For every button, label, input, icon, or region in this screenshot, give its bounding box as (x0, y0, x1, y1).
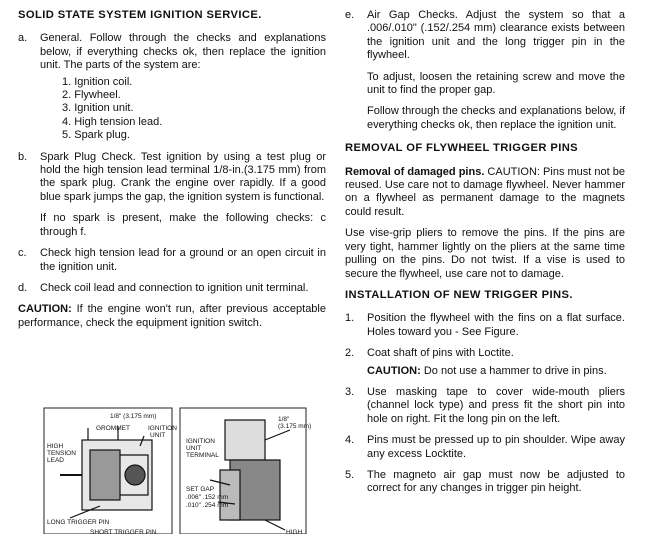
figure-label: IGNITION (148, 425, 177, 432)
removal-bold: Removal of damaged pins. (345, 165, 485, 178)
figure-label: UNIT (186, 445, 202, 452)
removal-paragraph (345, 166, 625, 220)
item-a (18, 32, 326, 142)
step-5 (345, 469, 625, 496)
step-2 (345, 347, 625, 360)
item-text: Check coil lead and connection to ignition unit terminal. (40, 281, 309, 294)
step-label: 5. (345, 468, 355, 481)
figure-label: 1/8" (278, 416, 290, 423)
step-text: Pins must be pressed up to pin shoulder. Wipe away any excess Locktite. (367, 434, 625, 460)
figure-label: SHORT TRIGGER PIN (90, 529, 157, 534)
item-label: d. (18, 281, 28, 294)
caution-paragraph (18, 303, 326, 330)
step-text: Use masking tape to cover wide-mouth pliers (channel lock type) and press fit the short pin into hole on right. Fit the long pin on the left. (367, 385, 625, 425)
figure-label: HIGH (47, 443, 64, 450)
item-label: b. (18, 150, 28, 163)
figure-label: .006" .152 mm (186, 494, 229, 501)
item-label: a. (18, 32, 28, 45)
step-label: 1. (345, 312, 355, 325)
figure-label: IGNITION (186, 438, 215, 445)
item-c (18, 247, 326, 274)
item-d (18, 282, 326, 295)
item-label: e. (345, 9, 355, 21)
list-item: 5. Spark plug. (62, 129, 130, 142)
item-text: Air Gap Checks. Adjust the system so that a .006/.010" (.152/.254 mm) clearance exists between the ignition unit and the long trigger pin in the flywheel. (367, 9, 625, 62)
caution-text: If the engine won't run, after previous acceptable performance, check the equipment ignition switch. (18, 303, 326, 329)
figure-label: HIGH (286, 529, 303, 534)
left-column (18, 9, 326, 338)
step-4 (345, 434, 625, 461)
figure-label: 1/8" (3.175 mm) (110, 413, 157, 420)
item-e (345, 9, 625, 63)
figure-label: TERMINAL (186, 452, 219, 459)
item-text: Check high tension lead for a ground or an open circuit in the ignition unit. (40, 247, 326, 273)
vise-paragraph: Use vise-grip pliers to remove the pins. If the pins are very tight, hammer lightly on the pliers at the same time pulling on the pins. Do not twist. If a vise is used to secure the flywheel, use care not to damage. (345, 227, 625, 280)
figure-label: LONG TRIGGER PIN (47, 519, 110, 526)
step-1 (345, 312, 625, 339)
step-label: 3. (345, 385, 355, 398)
figure-label: UNIT (150, 432, 166, 439)
caution-label: CAUTION: (367, 364, 421, 377)
list-item: 2. Flywheel. (62, 89, 121, 102)
no-spark-note: If no spark is present, make the following checks: c through f. (40, 212, 326, 238)
caution-text: Do not use a hammer to drive in pins. (420, 364, 607, 377)
left-engine-sketch (60, 426, 152, 518)
section-title: SOLID STATE SYSTEM IGNITION SERVICE. (18, 9, 262, 21)
item-text: General. Follow through the checks and explanations below, if everything checks ok, then replace the ignition unit. The parts of the system are: (40, 32, 326, 72)
step2-caution (367, 365, 625, 378)
removal-title: REMOVAL OF FLYWHEEL TRIGGER PINS (345, 142, 579, 155)
removal-text: CAUTION: Pins must not be reused. Use care not to damage flywheel. Never hammer on a flywheel as permanent damage to the magnets could result. (345, 165, 625, 218)
figure-label: GROMMET (96, 425, 130, 432)
step-text: Coat shaft of pins with Loctite. (367, 347, 514, 360)
install-title: INSTALLATION OF NEW TRIGGER PINS. (345, 288, 573, 301)
figure-label: LEAD (47, 457, 64, 464)
right-column (345, 9, 625, 504)
caution-label: CAUTION: (18, 303, 72, 316)
parts-list (62, 76, 326, 143)
item-text: Spark Plug Check. Test ignition by using a test plug or hold the high tension lead terminal 1/8-in.(3.175 mm) from the spark plug. Crank the engine over rapidly. If a good blue spark jumps the gap, the ignition system is functional. (40, 150, 326, 203)
follow-note: Follow through the checks and explanations below, if everything checks ok, then replace the ignition unit. (367, 105, 625, 131)
step-3 (345, 386, 625, 426)
figure-label: (3.175 mm) (278, 423, 312, 430)
figure-label: SET GAP (186, 486, 215, 493)
item-b (18, 151, 326, 205)
list-item: 3. Ignition unit. (62, 102, 134, 115)
step-text: The magneto air gap must now be adjusted to correct for any changes in trigger pin height. (367, 468, 625, 495)
figure-label: .010" .254 mm (186, 502, 229, 509)
ignition-figure (40, 400, 320, 534)
step-label: 4. (345, 434, 355, 447)
adjust-note: To adjust, loosen the retaining screw and move the unit to find the proper gap. (367, 70, 625, 97)
figure-label: TENSION (47, 450, 76, 457)
list-item: 1. Ignition coil. (62, 75, 133, 88)
step-label: 2. (345, 347, 355, 360)
list-item: 4. High tension lead. (62, 115, 163, 128)
item-label: c. (18, 247, 27, 260)
right-engine-sketch (210, 420, 290, 530)
step-text: Position the flywheel with the fins on a flat surface. Holes toward you - See Figure. (367, 312, 625, 338)
